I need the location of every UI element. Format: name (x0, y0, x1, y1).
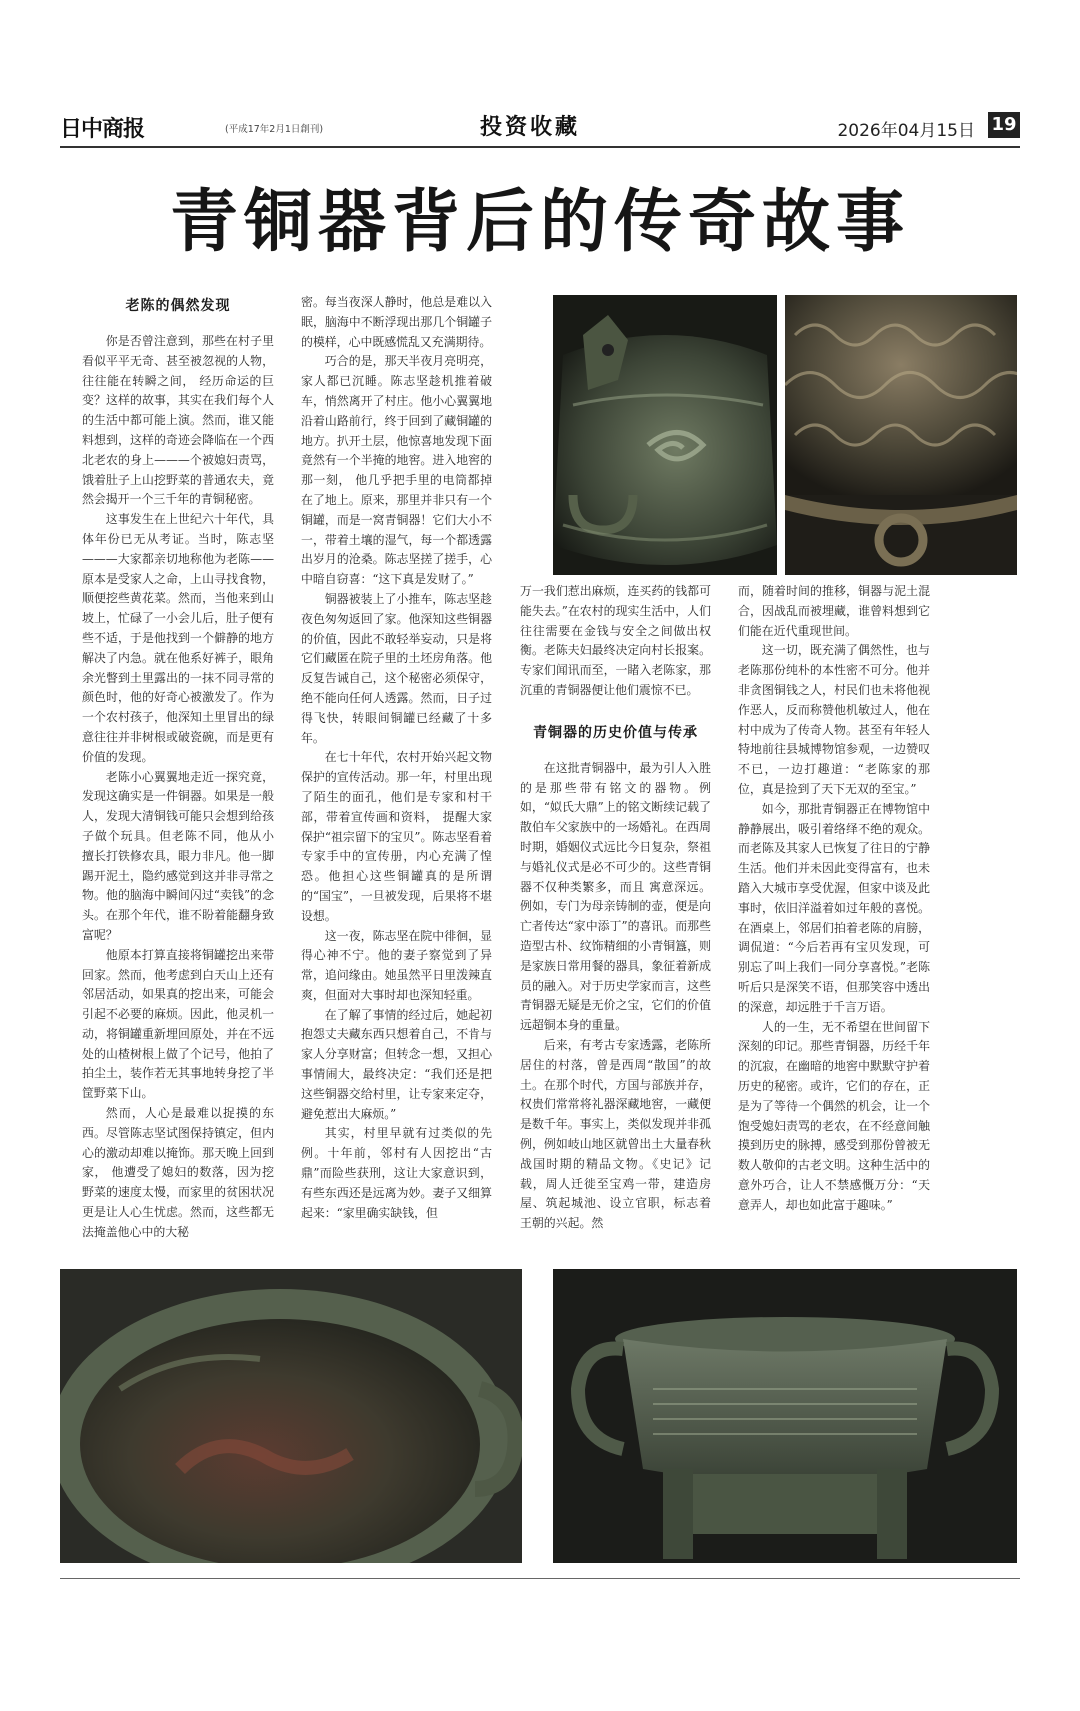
paragraph: 在七十年代，农村开始兴起文物保护的宣传活动。那一年，村里出现了陌生的面孔，他们是专家和村干部，带着宣传画和资料， 提醒大家保护“祖宗留下的宝贝”。陈志坚看着专家手中的宣传册，内心充满了惶恐。他担心这些铜罐真的是所谓的“国宝”，一旦被发现，后果将不堪设想。 (301, 750, 492, 923)
paragraph: 而，随着时间的推移，铜器与泥土混合，因战乱而被埋藏，谁曾料想到它们能在近代重现世间。 (738, 584, 930, 638)
header-rule (60, 146, 1020, 148)
paragraph: 后来，有考古专家透露，老陈所居住的村落，曾是西周“散国”的故土。在那个时代，方国与部族并存，权贵们常常将礼器深藏地窖，一藏便是数千年。事实上，类似发现并非孤例，例如岐山地区就曾出土大量春秋战国时期的精品文物。《史记》记载，周人迁徙至宝鸡一带，建造房屋、筑起城池、设立官职，标志着 王朝的兴起。然 (520, 1037, 711, 1231)
bronze-basin-photo (60, 1269, 522, 1563)
section-title-discovery: 老陈的偶然发现 (125, 298, 231, 314)
section-title-history: 青铜器的历史价值与传承 (533, 724, 698, 741)
paragraph: 这一夜，陈志坚在院中徘徊，显得心神不宁。他的妻子察觉到了异常，追问缘由。她虽然平日里泼辣直爽，但面对大事时却也深知轻重。 (301, 928, 492, 1002)
article-column-3 (520, 582, 711, 1234)
bronze-gui-photo (553, 1269, 1017, 1563)
paragraph: 其实，村里早就有过类似的先例。十年前，邻村有人因挖出“古鼎”而险些获刑，这让大家意识到，有些东西还是远离为妙。妻子又细算起来：“家里确实缺钱，但 (301, 1126, 492, 1220)
paragraph: 你是否曾注意到，那些在村子里看似平平无奇、甚至被忽视的人物，往往能在转瞬之间， 经历命运的巨变？这样的故事，其实在我们每个人的生活中都可能上演。然而，谁又能料想到，这样的奇迹会降临在一个西北老农的身上———个被媳妇责骂，饿着肚子上山挖野菜的普通农夫，竟然会揭开一个三千年的青铜秘密。 (82, 334, 274, 507)
paragraph: 这一切，既充满了偶然性，也与老陈那份纯朴的本性密不可分。他并非贪图铜钱之人，村民们也未将他视作恶人，反而称赞他机敏过人，他在村中成为了传奇人物。甚至有年轻人特地前往县城博物馆参观，一边赞叹不已，一边打趣道：“老陈家的那位，真是捡到了天下无双的至宝。” (738, 643, 930, 796)
masthead (60, 112, 1020, 146)
paragraph: 在了解了事情的经过后，她起初抱怨丈夫藏东西只想着自己，不肯与家人分享财富；但转念一想，又担心事情闹大，最终决定：“我们还是把这些铜器交给村里，让专家来定夺，避免惹出大麻烦。” (301, 1007, 492, 1121)
paragraph: 在这批青铜器中，最为引人入胜的是那些带有铭文的器物。例如，“姒氏大鼎”上的铭文断续记载了散伯车父家族中的一场婚礼。在西周时期，婚姻仪式远比今日复杂，祭祖与婚礼仪式是必不可少的。这些青铜器不仅种类繁多，而且 寓意深远。例如，专门为母亲铸制的壶，便是向亡者传达“家中添丁”的喜讯。而那些造型古朴、纹饰精细的小青铜簋，则是家族日常用餐的器具，象征着新成员的融入。对于历史学家而言，这些青铜器无疑是无价之宝，它们的价值远超铜本身的重量。 (520, 760, 711, 1033)
bronze-vessel-photo-1 (553, 295, 777, 575)
paragraph: 巧合的是，那天半夜月亮明亮，家人都已沉睡。陈志坚趁机推着破车，悄然离开了村庄。他小心翼翼地沿着山路前行，终于回到了藏铜罐的地方。扒开土层，他惊喜地发现下面竟然有一个半掩的地窖。进入地窖的那一刻， 他几乎把手里的电筒都掉在了地上。原来，那里并非只有一个铜罐，而是一窝青铜器！它们大小不一，带着土壤的湿气，每一个都透露出岁月的沧桑。陈志坚搓了搓手，心中暗自窃喜：“这下真是发财了。” (301, 354, 492, 587)
article-column-2 (301, 293, 492, 1223)
paragraph: 铜器被装上了小推车，陈志坚趁夜色匆匆返回了家。他深知这些铜器的价值，因此不敢轻举妄动，只是将它们藏匿在院子里的土坯房角落。他反复告诫自己，这个秘密必须保守，绝不能向任何人透露。然而，日子过得飞快，转眼间铜罐已经藏了十多年。 (301, 591, 492, 745)
article-column-1 (82, 294, 274, 1243)
bronze-vessel-photo-2 (785, 295, 1017, 575)
paragraph: 如今，那批青铜器正在博物馆中静静展出，吸引着络绎不绝的观众。而老陈及其家人已恢复了往日的宁静生活。他们并未因此变得富有，也未踏入大城市享受优渥，但家中谈及此事时，依旧洋溢着如过年般的喜悦。在酒桌上，邻居们拍着老陈的肩膀，调侃道：“今后若再有宝贝发现，可别忘了叫上我们一同分享喜悦。”老陈听后只是深笑不语，但那笑容中透出的深意，却远胜于千言万语。 (738, 801, 930, 1014)
footer-rule (60, 1578, 1020, 1579)
paragraph: 他原本打算直接将铜罐挖出来带回家。然而，他考虑到白天山上还有邻居活动，如果真的挖出来，可能会引起不必要的麻烦。因此，他灵机一动，将铜罐重新埋回原处，并在不远处的山楂树根上做了个记号，他拍了拍尘土，装作若无其事地转身挖了半筐野菜下山。 (82, 947, 274, 1101)
paper-name: 日中商报 (60, 117, 145, 142)
page-number: 19 (988, 112, 1020, 138)
article-column-4 (738, 582, 930, 1216)
paragraph: 万一我们惹出麻烦，连买药的钱都可能失去。”在农村的现实生活中，人们往往需要在金钱与安全之间做出权衡。老陈夫妇最终决定向村长报案。专家们闻讯而至，一睹入老陈家，那沉重的青铜器便让他们震惊不已。 (520, 584, 711, 697)
paragraph: 密。每当夜深人静时，他总是难以入眠，脑海中不断浮现出那几个铜罐子的模样，心中既感慌乱又充满期待。 (301, 295, 492, 349)
paragraph: 人的一生，无不希望在世间留下深刻的印记。那些青铜器，历经千年的沉寂，在幽暗的地窖中默默守护着历史的秘密。或许，它们的存在，正是为了等待一个偶然的机会，让一个饱受媳妇责骂的老农，在不经意间触摸到历史的脉搏，感受到那份曾被无数人敬仰的古老文明。这种生活中的意外巧合，让人不禁感慨万分：“天意弄人，却也如此富于趣味。” (738, 1019, 930, 1212)
paragraph: 然而，人心是最难以捉摸的东西。尽管陈志坚试图保持镇定，但内心的激动却难以掩饰。那天晚上回到家， 他遭受了媳妇的数落，因为挖野菜的速度太慢，而家里的贫困状况更是让人心生忧虑。然而，这些都无法掩盖他心中的大秘 (82, 1106, 274, 1239)
section-name: 投资收藏 (480, 114, 581, 140)
paragraph: 老陈小心翼翼地走近一探究竟，发现这确实是一件铜器。如果是一般人，发现大清铜钱可能只会想到给孩子做个玩具。但老陈不同，他从小 擅长打铁修农具，眼力非凡。他一脚踢开泥土，隐约感觉到这并非寻常之物。他的脑海中瞬间闪过“卖钱”的念头。在那个年代，谁不盼着能翻身致富呢？ (82, 769, 274, 942)
issue-date: 2026年04月15日 (837, 121, 975, 141)
paragraph: 这事发生在上世纪六十年代，具体年份已无从考证。当时，陈志坚———大家都亲切地称他为老陈—— 原本是受家人之命，上山寻找食物，顺便挖些黄花菜。然而，当他来到山坡上，忙碌了一小会儿后，肚子便有些不适，于是他找到一个僻静的地方解决了内急。就在他系好裤子，眼角余光瞥到土里露出的一抹不同寻常的颜色时，他的好奇心被激发了。作为一个农村孩子，他深知土里冒出的绿意往往并非树根或破瓷碗，而是更有价值的发现。 (82, 512, 274, 764)
headline: 青铜器背后的传奇故事 (169, 183, 910, 262)
founding-note: (平成17年2月1日創刊) (225, 124, 324, 135)
